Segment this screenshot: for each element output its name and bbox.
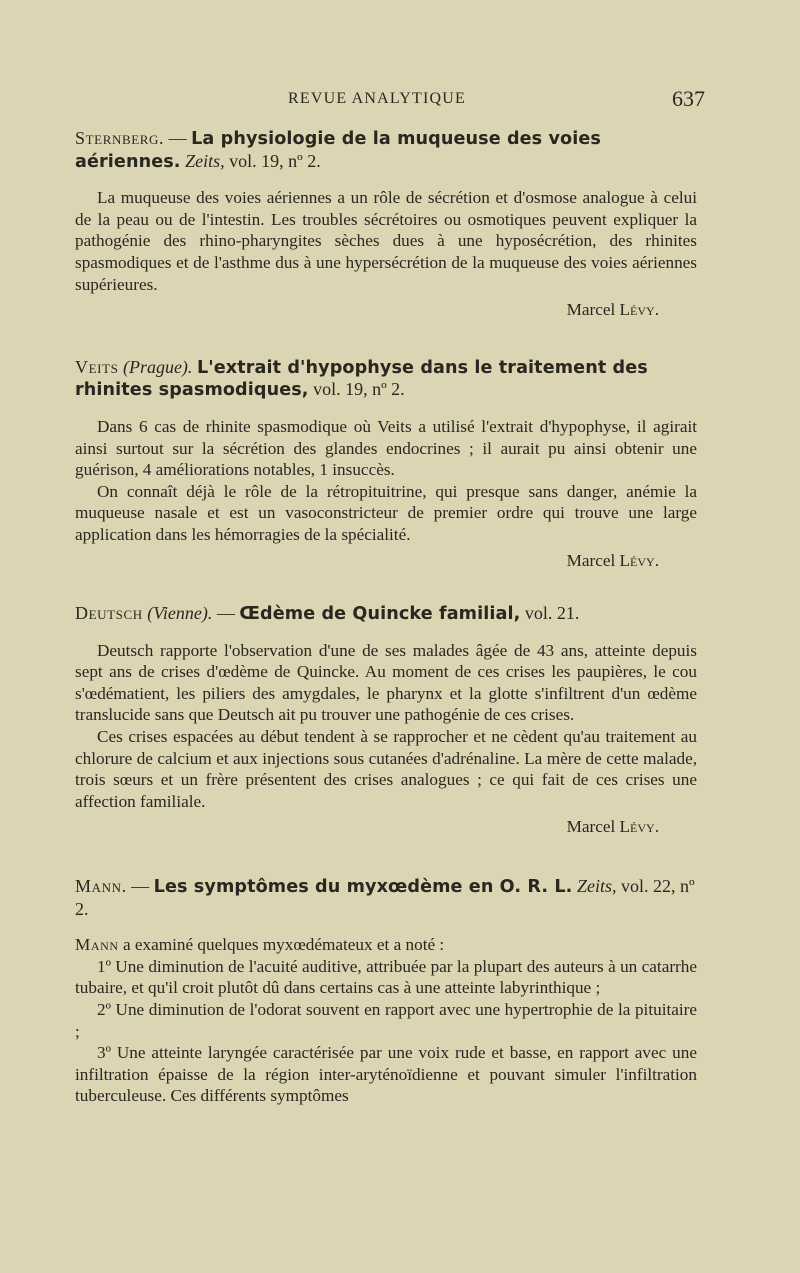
intro-text: a examiné quelques myxœdémateux et a noté : (118, 935, 445, 955)
article-mann (75, 876, 697, 1107)
signature-last-name: Lévy. (619, 550, 659, 570)
intro-author-name: Mann (75, 935, 119, 955)
signature-first-name: Marcel (566, 300, 620, 320)
section-gap (75, 571, 697, 603)
article-veits (75, 357, 697, 571)
article-paragraph: On connaît déjà le rôle de la rétropituitrine, qui presque sans danger, anémie la muqueuse nasale et est un vasoconstricteur de premier ordre qui trouve une large application dans les hémorragies de la spécialité. (75, 481, 697, 544)
symptom-item: 1º Une diminution de l'acuité auditive, attribuée par la plupart des auteurs à un catarrhe tubaire, et qu'il croit plutôt dû dans certains cas à une atteinte labyrinthique ; (75, 956, 697, 998)
article-author: Mann. (75, 876, 127, 897)
article-place: (Prague). (122, 356, 193, 377)
article-paragraph: La muqueuse des voies aériennes a un rôle de sécrétion et d'osmose analogue à celui de la peau ou de l'intestin. Les troubles sécrétoires ou osmotiques peuvent expliquer la pathogénie des rhino-pharyngites sèches dues à une hyposécrétion, des rhinites spasmodiques et de l'asthme dus à une hypersécrétion de la muqueuse des voies aériennes supérieures. (75, 188, 697, 294)
article-headline: La physiologie de la muqueuse des voies aériennes. (75, 129, 601, 172)
article-title (75, 876, 697, 920)
title-dash: — (126, 876, 154, 897)
article-title (75, 357, 697, 402)
article-author: Veits (75, 356, 119, 377)
section-gap (75, 838, 697, 876)
article-headline: Œdème de Quincke familial, (239, 604, 521, 625)
article-journal: Zeits, (576, 876, 617, 897)
article-paragraph: Deutsch rapporte l'observation d'une de ses malades âgée de 43 ans, atteinte depuis sept ans de crises d'œdème de Quincke. Au moment de ces crises les paupières, le cou s'œdématient, les piliers des amygdales, le pharynx et la glotte s'infiltrent d'un œdème translucide sans que Deutsch ait pu trouver une pathogénie de ces crises. (75, 640, 697, 725)
article-title (75, 128, 697, 173)
article-author: Sternberg. (75, 128, 165, 148)
article-reference: vol. 21. (520, 603, 580, 624)
article-signature (75, 299, 697, 321)
article-journal: Zeits, (185, 150, 225, 171)
signature-last-name: Lévy. (619, 300, 659, 320)
article-intro (75, 934, 697, 956)
title-dash: — (212, 603, 240, 624)
signature-last-name: Lévy. (619, 817, 659, 837)
article-reference: vol. 19, nº 2. (224, 150, 321, 171)
article-paragraph: Ces crises espacées au début tendent à se rapprocher et ne cèdent qu'au traitement au chlorure de calcium et aux injections sous cutanées d'adrénaline. La mère de cette malade, trois sœurs et un frère présentent des crises analogues ; ce qui fait de ces crises une affection familiale. (75, 727, 697, 811)
article-paragraph: Dans 6 cas de rhinite spasmodique où Veits a utilisé l'extrait d'hypophyse, il agirait ainsi surtout sur la sécrétion des glandes endocrines ; il aurait pu ainsi obtenir une guérison, 4 améliorations notables, 1 insuccès. (75, 416, 697, 480)
article-title (75, 603, 697, 626)
article-place: (Vienne). (147, 603, 213, 624)
article-headline: L'extrait d'hypophyse dans le traitement des rhinites spasmodiques, (75, 357, 648, 401)
article-reference: vol. 19, nº 2. (308, 379, 405, 400)
running-header (0, 86, 800, 116)
article-deutsch (75, 603, 697, 838)
page-number: 637 (672, 86, 705, 111)
signature-first-name: Marcel (566, 817, 620, 837)
signature-first-name: Marcel (566, 550, 620, 570)
article-reference: vol. 22, nº 2. (75, 876, 695, 919)
section-gap (75, 321, 697, 357)
article-author: Deutsch (75, 603, 143, 624)
article-sternberg (75, 128, 697, 321)
page-body (75, 128, 697, 1107)
symptom-item: 2º Une diminution de l'odorat souvent en rapport avec une hypertrophie de la pituitaire ; (75, 1000, 697, 1041)
article-signature (75, 550, 697, 572)
title-dash: — (164, 128, 192, 148)
article-headline: Les symptômes du myxœdème en O. R. L. (153, 877, 573, 898)
symptom-item: 3º Une atteinte laryngée caractérisée par une voix rude et basse, en rapport avec une infiltration épaisse de la région inter-aryténoïdienne et pouvant simuler l'infiltration tuberculeuse. Ces différents symptômes (75, 1043, 697, 1106)
running-title: REVUE ANALYTIQUE (288, 90, 467, 107)
article-signature (75, 816, 697, 838)
